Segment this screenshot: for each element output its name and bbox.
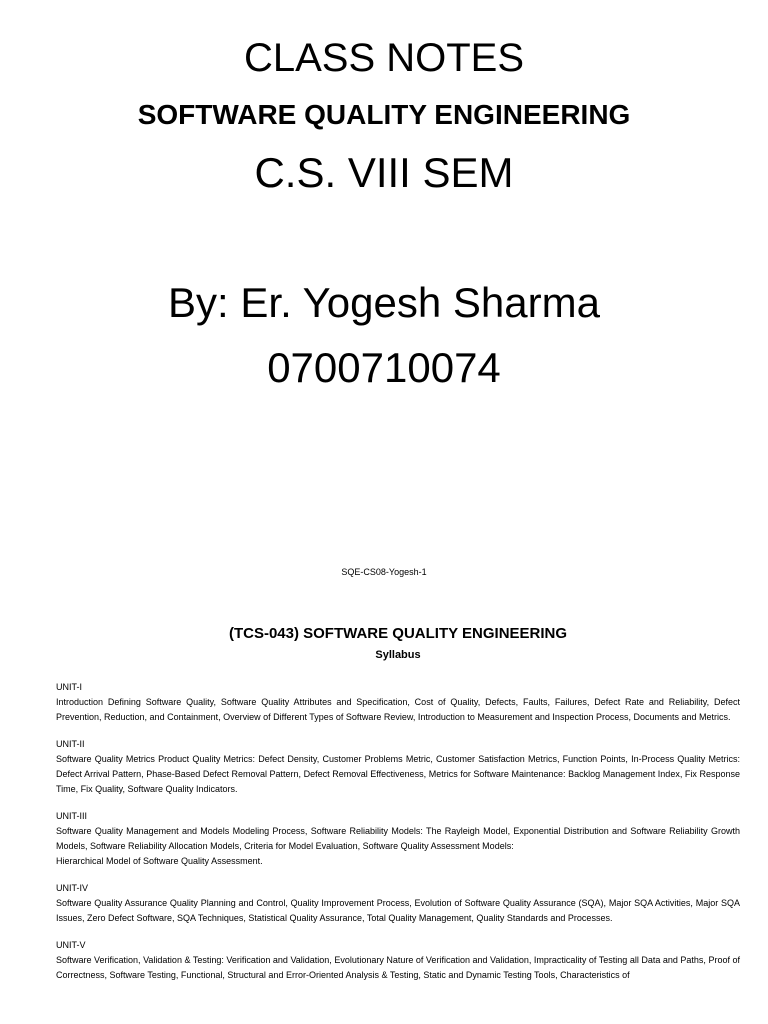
unit-4 [56,881,740,926]
unit-text: Software Quality Metrics Product Quality Metrics: Defect Density, Customer Problems Metric, Customer Satisfaction Metrics, Function Points, In-Process Quality Metrics: Defect Arrival Pattern, Phase-Based Defect Removal Pattern, Defect Removal Effectiveness, Metrics for Software Maintenance: Backlog Management Index, Fix Response Time, Fix Quality, Software Quality Indicators. [56,754,740,794]
unit-3 [56,809,740,869]
unit-label: UNIT-I [56,682,82,692]
unit-5 [56,938,740,983]
unit-label: UNIT-V [56,940,86,950]
unit-text: Software Quality Assurance Quality Planning and Control, Quality Improvement Process, Evolution of Software Quality Assurance (SQA), Major SQA Activities, Major SQA Issues, Zero Defect Software, SQA Techniques, Statistical Quality Assurance, Total Quality Management, Quality Standards and Processes. [56,898,740,923]
unit-label: UNIT-III [56,811,87,821]
cover-title: CLASS NOTES [243,36,525,80]
page-footer: SQE-CS08-Yogesh-1 [341,567,427,577]
cover-roll-number: 0700710074 [267,344,501,391]
syllabus-units [56,680,740,995]
unit-label: UNIT-IV [56,883,89,893]
unit-2 [56,737,740,797]
cover-semester: C.S. VIII SEM [254,149,514,196]
syllabus-title: (TCS-043) SOFTWARE QUALITY ENGINEERING [228,625,568,642]
unit-text: Introduction Defining Software Quality, Software Quality Attributes and Specification, Cost of Quality, Defects, Faults, Failures, Defect Rate and Reliability, Defect Prevention, Reduction, and Containment, Overview of Different Types of Software Review, Introduction to Measurement and Inspection Process, Documents and Metrics. [56,697,740,722]
cover-subject: SOFTWARE QUALITY ENGINEERING [137,99,631,130]
unit-label: UNIT-II [56,739,85,749]
unit-text: Software Verification, Validation & Testing: Verification and Validation, Evolutionary Nature of Verification and Validation, Impracticality of Testing all Data and Paths, Proof of Correctness, Software Testing, Functional, Structural and Error-Oriented Analysis & Testing, Static and Dynamic Testing Tools, Characteristics of [56,955,740,980]
unit-text: Software Quality Management and Models Modeling Process, Software Reliability Models: The Rayleigh Model, Exponential Distribution and Software Reliability Growth Models, Software Reliability Allocation Models, Criteria for Model Evaluation, Software Quality Assessment Models: [56,826,740,851]
cover-author: By: Er. Yogesh Sharma [168,279,600,326]
syllabus-subtitle: Syllabus [375,649,421,661]
unit-1 [56,680,740,725]
unit-text-continued: Hierarchical Model of Software Quality Assessment. [56,856,263,866]
